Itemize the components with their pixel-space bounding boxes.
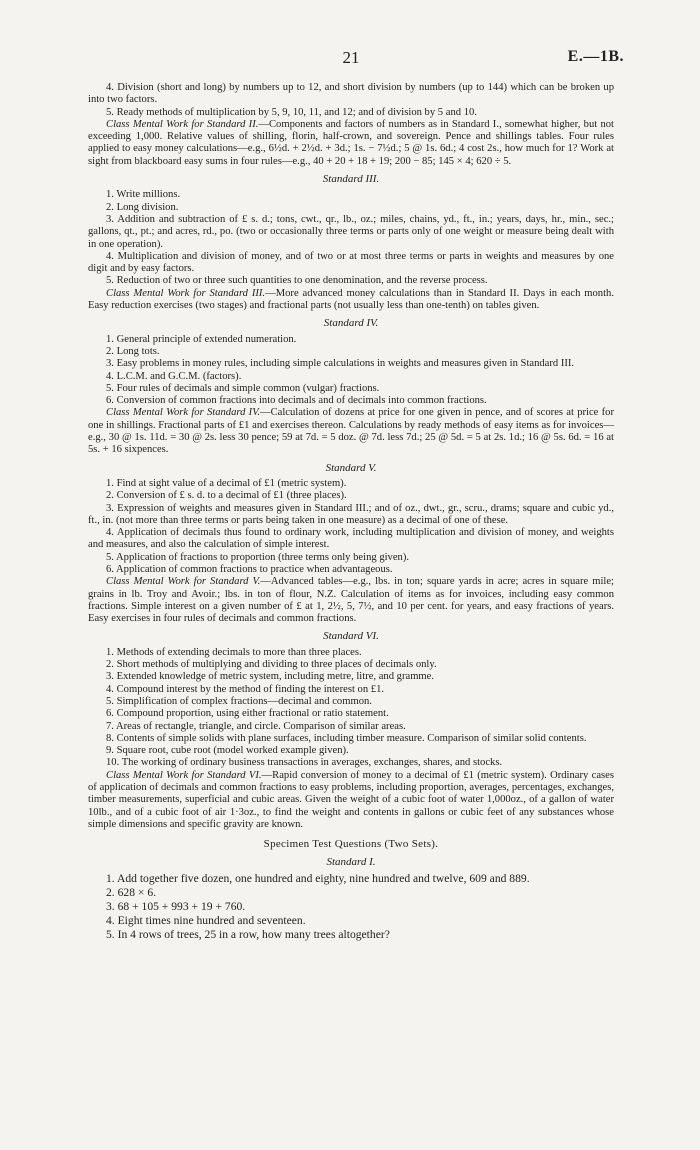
class-mental-work-standard-3	[88, 288, 614, 313]
class-mental-work-standard-5	[88, 576, 614, 625]
heading-standard-4: Standard IV.	[323, 317, 379, 330]
list-item: 4. Multiplication and division of money, and of two or at most three terms or parts in weights and measures by one digit and by easy factors.	[88, 250, 614, 275]
test-question: 3. 68 + 105 + 993 + 19 + 760.	[106, 899, 246, 913]
heading-standard-5: Standard V.	[325, 461, 377, 474]
list-item: 4. Compound interest by the method of finding the interest on £1.	[106, 683, 385, 695]
class-mental-work-standard-4	[88, 407, 614, 456]
heading-standard-6: Standard VI.	[323, 630, 379, 643]
list-item: 3. Extended knowledge of metric system, including metre, litre, and gramme.	[106, 671, 435, 683]
test-question: 4. Eight times nine hundred and seventeen.	[106, 913, 306, 927]
list-item: 1. Find at sight value of a decimal of £1 (metric system).	[106, 477, 347, 489]
heading-standard-1: Standard I.	[326, 855, 376, 868]
list-item: 5. Reduction of two or three such quantities to one denomination, and the reverse process.	[106, 275, 488, 287]
class-mental-work-lead: Class Mental Work for Standard II.	[106, 118, 259, 130]
test-question: 2. 628 × 6.	[106, 885, 157, 899]
list-item: 6. Compound proportion, using either fractional or ratio statement.	[106, 708, 389, 720]
class-mental-work-lead: Class Mental Work for Standard VI.	[106, 769, 262, 781]
list-item: 6. Conversion of common fractions into decimals and of decimals into common fractions.	[106, 395, 487, 407]
list-item: 2. Conversion of £ s. d. to a decimal of £1 (three places).	[106, 490, 347, 502]
class-mental-work-text: —More advanced money calculations than in Standard II. Days in each month. Easy reduction exercises (two stages) and fractional parts (not usually less than one-tenth) on tables given.	[88, 287, 614, 312]
list-item: 1. Write millions.	[106, 189, 181, 201]
list-item: 2. Long tots.	[106, 345, 160, 357]
class-mental-work-text: —Rapid conversion of money to a decimal of £1 (metric system). Ordinary cases of application of decimals and common fractions to easy problems, including proportion, averages, percentages, exchanges, timber measurements, superficial and cubic areas. Given the weight of a cubic foot of water 1,000oz., of a gallon of water 10lb., and of a cubic foot of air 1·3oz., to find the weight and contents in gallons or cubic feet of any substances whose simple dimensions and specific gravity are known.	[88, 769, 614, 830]
list-item: 8. Contents of simple solids with plane surfaces, including timber measure. Comparison of similar solid contents.	[106, 732, 587, 744]
list-item: 3. Addition and subtraction of £ s. d.; tons, cwt., qr., lb., oz.; miles, chains, yd., ft., in.; years, days, hr., min., sec.; gallons, qt., pt.; and acres, rd., po. (two or occasionally three terms or parts only of one weight or measure being dealt with in one operation).	[88, 213, 614, 250]
class-mental-work-standard-2	[88, 119, 614, 168]
class-mental-work-text: —Calculation of dozens at price for one given in pence, and of scores at price for one in shillings. Fractional parts of £1 and exercises thereon. Calculations by ready methods of easy items as for invoices—e.g., 30 @ 1s. 11d. = 30 @ 2s. less 30 pence; 59 at 7d. = 5 doz. @ 7d. less 7d.; 25 @ 5d. = 5 at 2s. 1d.; 16 @ 5s. 6d. = 16 at 5s. + 16 sixpences.	[88, 407, 614, 456]
list-item: 7. Areas of rectangle, triangle, and circle. Comparison of similar areas.	[106, 720, 406, 732]
heading-standard-3: Standard III.	[322, 173, 380, 186]
class-mental-work-lead: Class Mental Work for Standard III.	[106, 287, 266, 299]
list-item: 4. L.C.M. and G.C.M. (factors).	[106, 370, 242, 382]
class-mental-work-text: —Advanced tables—e.g., lbs. in ton; square yards in acre; acres in square mile; grains in lb. Troy and Avoir.; lbs. in ton of flour, N.Z. Calculation of items as for invoices, including easy common fractions. Simple interest on a given number of £ at 1, 2½, 5, 7½, and 10 per cent. for years, and easy fractions of years. Easy exercises in four rules of decimals and common fractions.	[88, 576, 614, 625]
test-question-list	[88, 872, 614, 942]
list-item: 9. Square root, cube root (model worked example given).	[106, 745, 349, 757]
page-header	[88, 48, 624, 72]
specimen-heading: Specimen Test Questions (Two Sets).	[263, 838, 439, 851]
list-item: 2. Long division.	[106, 201, 179, 213]
list-item: 3. Expression of weights and measures given in Standard III.; and of oz., dwt., gr., scru., drams; square and cubic yd., ft., in. (not more than three terms or parts being taken in one measure) as a decimal of one of these.	[88, 502, 614, 526]
list-item: 4. Division (short and long) by numbers up to 12, and short division by numbers (up to 144) which can be broken up into two factors.	[88, 82, 614, 106]
list-item: 1. General principle of extended numeration.	[106, 333, 297, 345]
page-number: 21	[342, 48, 360, 67]
list-item: 3. Easy problems in money rules, including simple calculations in weights and measures given in Standard III.	[106, 358, 575, 370]
class-mental-work-lead: Class Mental Work for Standard V.	[106, 576, 261, 588]
list-item: 4. Application of decimals thus found to ordinary work, including multiplication and division of money, and weights and measures, and also the calculation of simple interest.	[88, 527, 614, 551]
test-question: 1. Add together five dozen, one hundred and eighty, nine hundred and twelve, 609 and 889.	[106, 871, 530, 885]
list-item: 5. Application of fractions to proportion (three terms only being given).	[106, 551, 410, 563]
list-item: 10. The working of ordinary business transactions in averages, exchanges, shares, and stocks.	[106, 757, 503, 769]
list-item: 5. Ready methods of multiplication by 5, 9, 10, 11, and 12; and of division by 5 and 10.	[106, 106, 477, 118]
page-code: E.—1B.	[567, 48, 624, 65]
list-item: 5. Simplification of complex fractions—decimal and common.	[106, 695, 372, 707]
class-mental-work-standard-6	[88, 770, 614, 831]
class-mental-work-text: —Components and factors of numbers as in Standard I., somewhat higher, but not exceeding 1,000. Relative values of shilling, florin, half-crown, and sovereign. Pence and shillings tables. Four rules applied to easy money calculations—e.g., 6½d. + 2½d. + 3d.; 1s. − 7½d.; 5 @ 1s. 6d.; 4 cost 2s., how much for 1? Work at sight from blackboard easy sums in four rules—e.g., 40 + 20 + 18 + 19; 200 − 85; 145 × 4; 620 ÷ 5.	[88, 118, 614, 167]
list-item: 6. Application of common fractions to practice when advantageous.	[106, 563, 393, 575]
test-question: 5. In 4 rows of trees, 25 in a row, how many trees altogether?	[106, 927, 390, 941]
class-mental-work-lead: Class Mental Work for Standard IV.	[106, 407, 260, 419]
list-item: 2. Short methods of multiplying and dividing to three places of decimals only.	[106, 659, 437, 671]
list-item: 1. Methods of extending decimals to more than three places.	[106, 646, 362, 658]
list-item: 5. Four rules of decimals and simple common (vulgar) fractions.	[106, 382, 380, 394]
document-body	[88, 82, 614, 942]
